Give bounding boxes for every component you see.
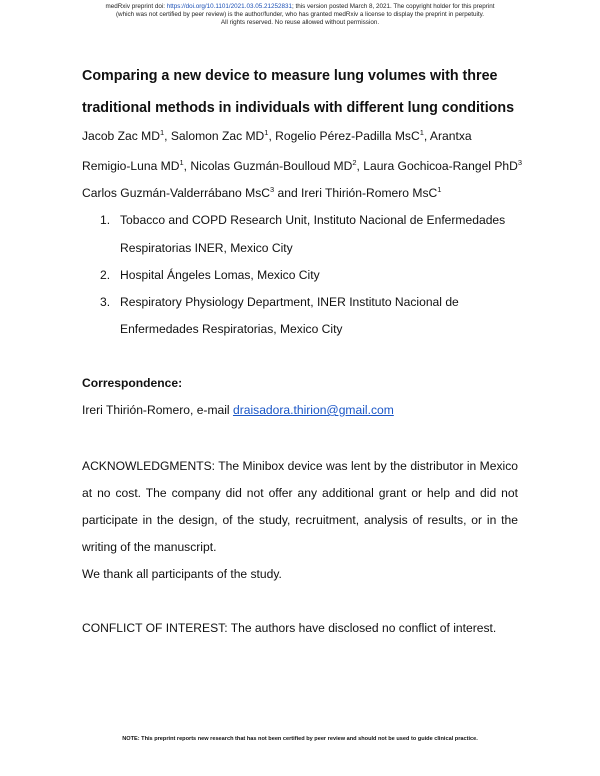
authors-line-3: Carlos Guzmán-Valderrábano MsC$^3$ and Ireri Thirión-Romero MsC$^1$ bbox=[82, 185, 442, 200]
affiliation-text: Tobacco and COPD Research Unit, Instituto Nacional de Enfermedades bbox=[120, 213, 506, 227]
affiliation-number: 2. bbox=[100, 268, 111, 282]
preprint-note: NOTE: This preprint reports new research that has not been certified by peer review and should not be used to guide clinical practice. bbox=[122, 736, 478, 742]
affiliation-text: Enfermedades Respiratorias, Mexico City bbox=[120, 322, 343, 336]
header-line-3: All rights reserved. No reuse allowed without permission. bbox=[220, 19, 380, 26]
affiliation-number: 1. bbox=[100, 213, 111, 227]
email-link[interactable]: draisadora.thirion@gmail.com bbox=[232, 403, 394, 417]
authors-line-1: Jacob Zac $MD^1$, Salomon Zac $MD^1$, Rogelio Pérez-Padilla MsC$^1$, Arantxa bbox=[82, 128, 472, 143]
thanks-line: We thank all participants of the study. bbox=[82, 567, 282, 581]
affiliation-text: Hospital Ángeles Lomas, Mexico City bbox=[120, 268, 320, 282]
acknowledgments-line: at no cost. The company did not offer any additional grant or help and did not bbox=[82, 486, 518, 500]
paper-title-line-1: Comparing a new device to measure lung volumes with three bbox=[82, 68, 498, 84]
affiliation-number: 3. bbox=[100, 295, 111, 309]
preprint-header bbox=[0, 3, 600, 27]
acknowledgments-line: ACKNOWLEDGMENTS: The Minibox device was lent by the distributor in Mexico bbox=[82, 459, 518, 473]
header-line-1: medRxiv preprint doi: https://doi.org/10.1101/2021.03.05.21252831; this version posted March 8, 2021. The copyright holder for this preprint bbox=[105, 3, 495, 10]
correspondence-line: Ireri Thirión-Romero, e-mail draisadora.thirion@gmail.com bbox=[82, 403, 394, 417]
paper-title-line-2: traditional methods in individuals with different lung conditions bbox=[82, 100, 515, 116]
correspondence-heading: Correspondence: bbox=[82, 376, 183, 390]
doi-link[interactable]: https://doi.org/10.1101/2021.03.05.21252831 bbox=[166, 3, 292, 10]
conflict-of-interest: CONFLICT OF INTEREST: The authors have disclosed no conflict of interest. bbox=[82, 621, 497, 635]
authors-line-2: Remigio-Luna $MD^1$, Nicolas Guzmán-Boulloud $MD^2$, Laura Gochicoa-Rangel PhD$^3$ bbox=[82, 158, 523, 173]
acknowledgments-line: participate in the design, of the study, recruitment, analysis of results, or in the bbox=[82, 513, 518, 527]
acknowledgments-line: writing of the manuscript. bbox=[82, 540, 217, 554]
affiliation-text: Respiratory Physiology Department, INER Instituto Nacional de bbox=[120, 295, 459, 309]
header-line-2: (which was not certified by peer review) is the author/funder, who has granted medRxiv a license to display the preprint in perpetuity. bbox=[115, 11, 485, 18]
affiliation-text: Respiratorias INER, Mexico City bbox=[120, 241, 293, 255]
